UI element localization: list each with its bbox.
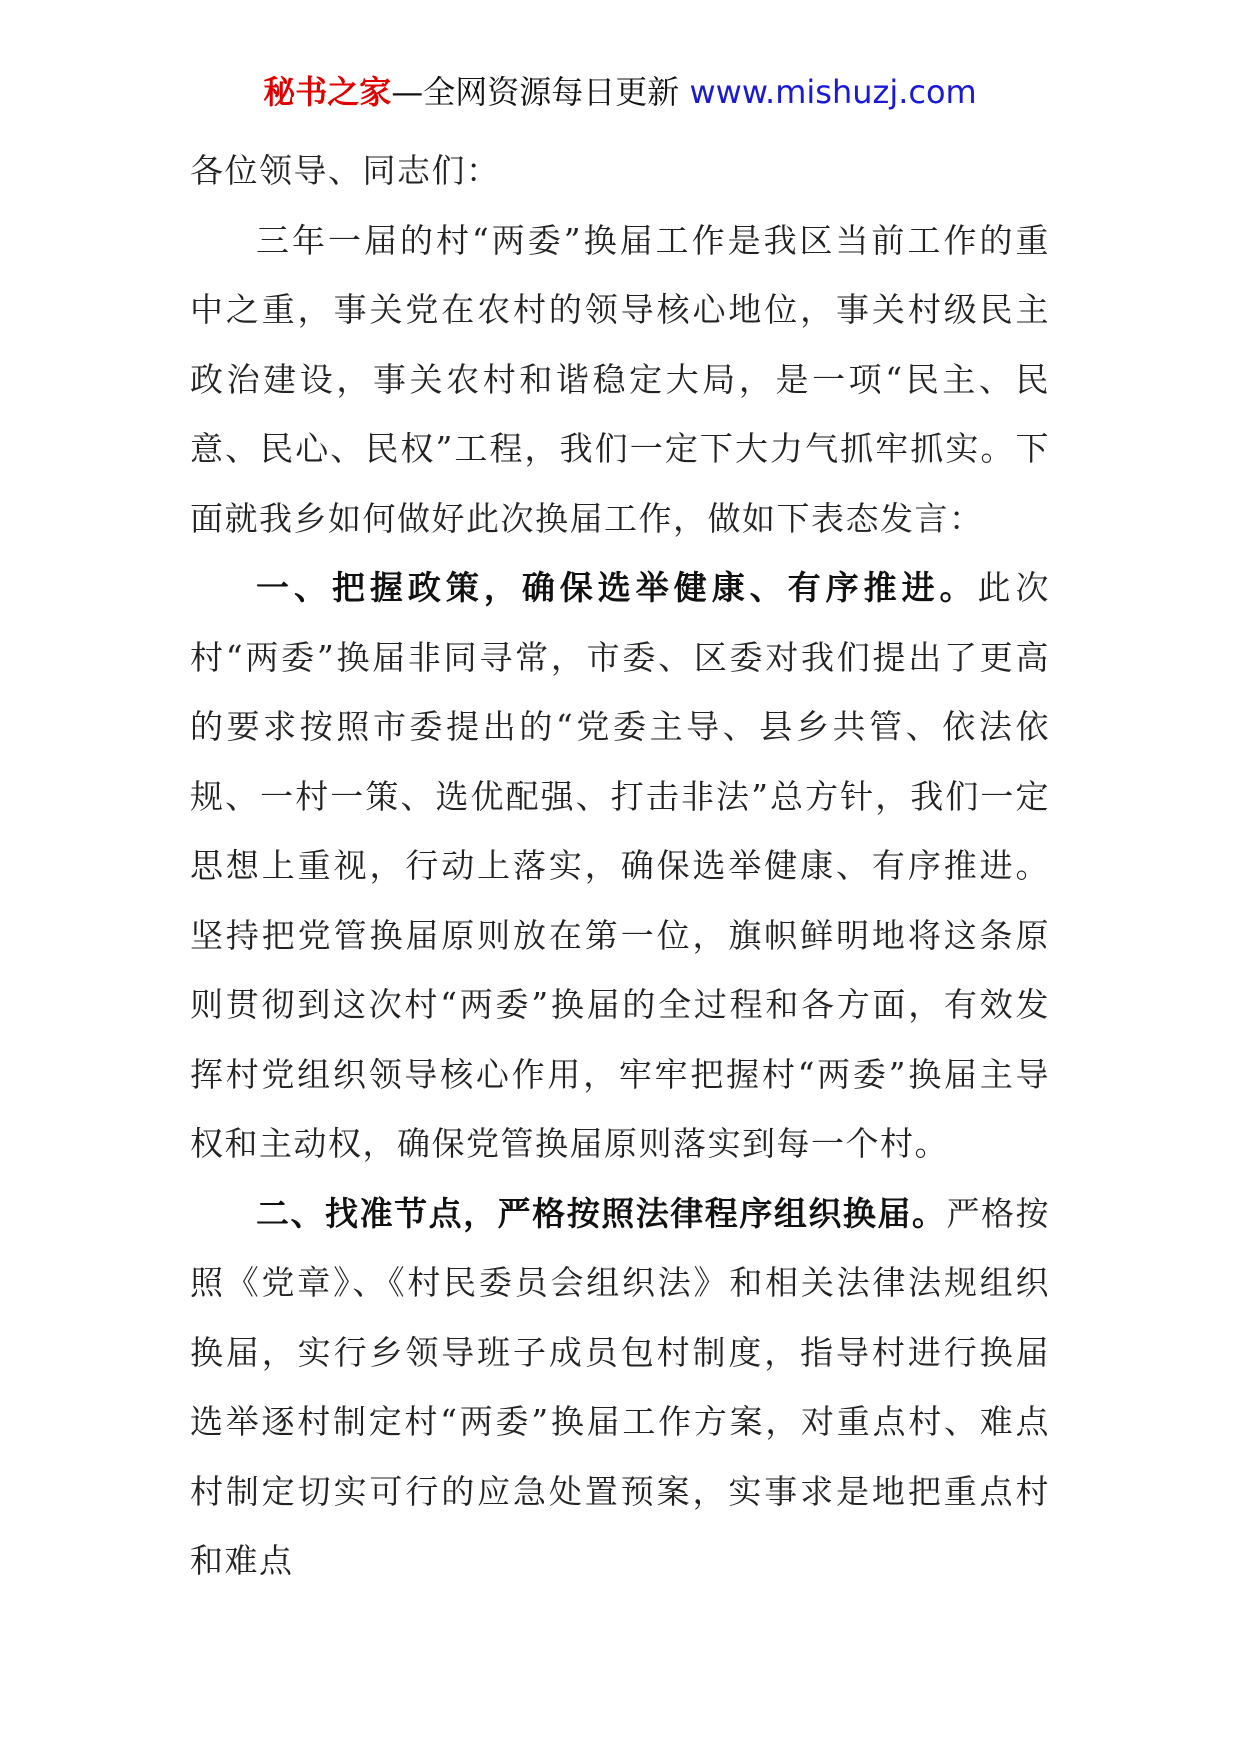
section-1-heading: 一、把握政策，确保选举健康、有序推进。 xyxy=(256,568,978,607)
section-2-heading: 二、找准节点，严格按照法律程序组织换届。 xyxy=(256,1193,947,1233)
site-url-link[interactable]: www.mishuzj.com xyxy=(689,73,977,111)
site-header xyxy=(0,70,1240,114)
site-slogan: —全网资源每日更新 xyxy=(391,73,680,111)
intro-paragraph: 三年一届的村“两委”换届工作是我区当前工作的重中之重，事关党在农村的领导核心地位，事关村级民主政治建设，事关农村和谐稳定大局，是一项“民主、民意、民心、民权”工程，我们一定下大力气抓牢抓实。下面就我乡如何做好此次换届工作，做如下表态发言： xyxy=(190,220,1050,538)
salutation: 各位领导、同志们： xyxy=(190,151,501,190)
section-2-body: 严格按照《党章》、《村民委员会组织法》和相关法律法规组织换届，实行乡领导班子成员包村制度，指导村进行换届选举逐村制定村“两委”换届工作方案，对重点村、难点村制定切实可行的应急处置预案，实事求是地把重点村和难点 xyxy=(190,1193,1051,1580)
section-1-body: 此次村“两委”换届非同寻常，市委、区委对我们提出了更高的要求按照市委提出的“党委主导、县乡共管、依法依规、一村一策、选优配强、打击非法”总方针，我们一定思想上重视，行动上落实，确保选举健康、有序推进。坚持把党管换届原则放在第一位，旗帜鲜明地将这条原则贯彻到这次村“两委”换届的全过程和各方面，有效发挥村党组织领导核心作用，牢牢把握村“两委”换届主导权和主动权，确保党管换届原则落实到每一个村。 xyxy=(190,568,1051,1163)
document-body xyxy=(190,136,1050,1596)
site-brand: 秘书之家 xyxy=(263,73,392,111)
section-1-paragraph xyxy=(190,553,1050,1179)
section-2-paragraph xyxy=(190,1179,1050,1596)
